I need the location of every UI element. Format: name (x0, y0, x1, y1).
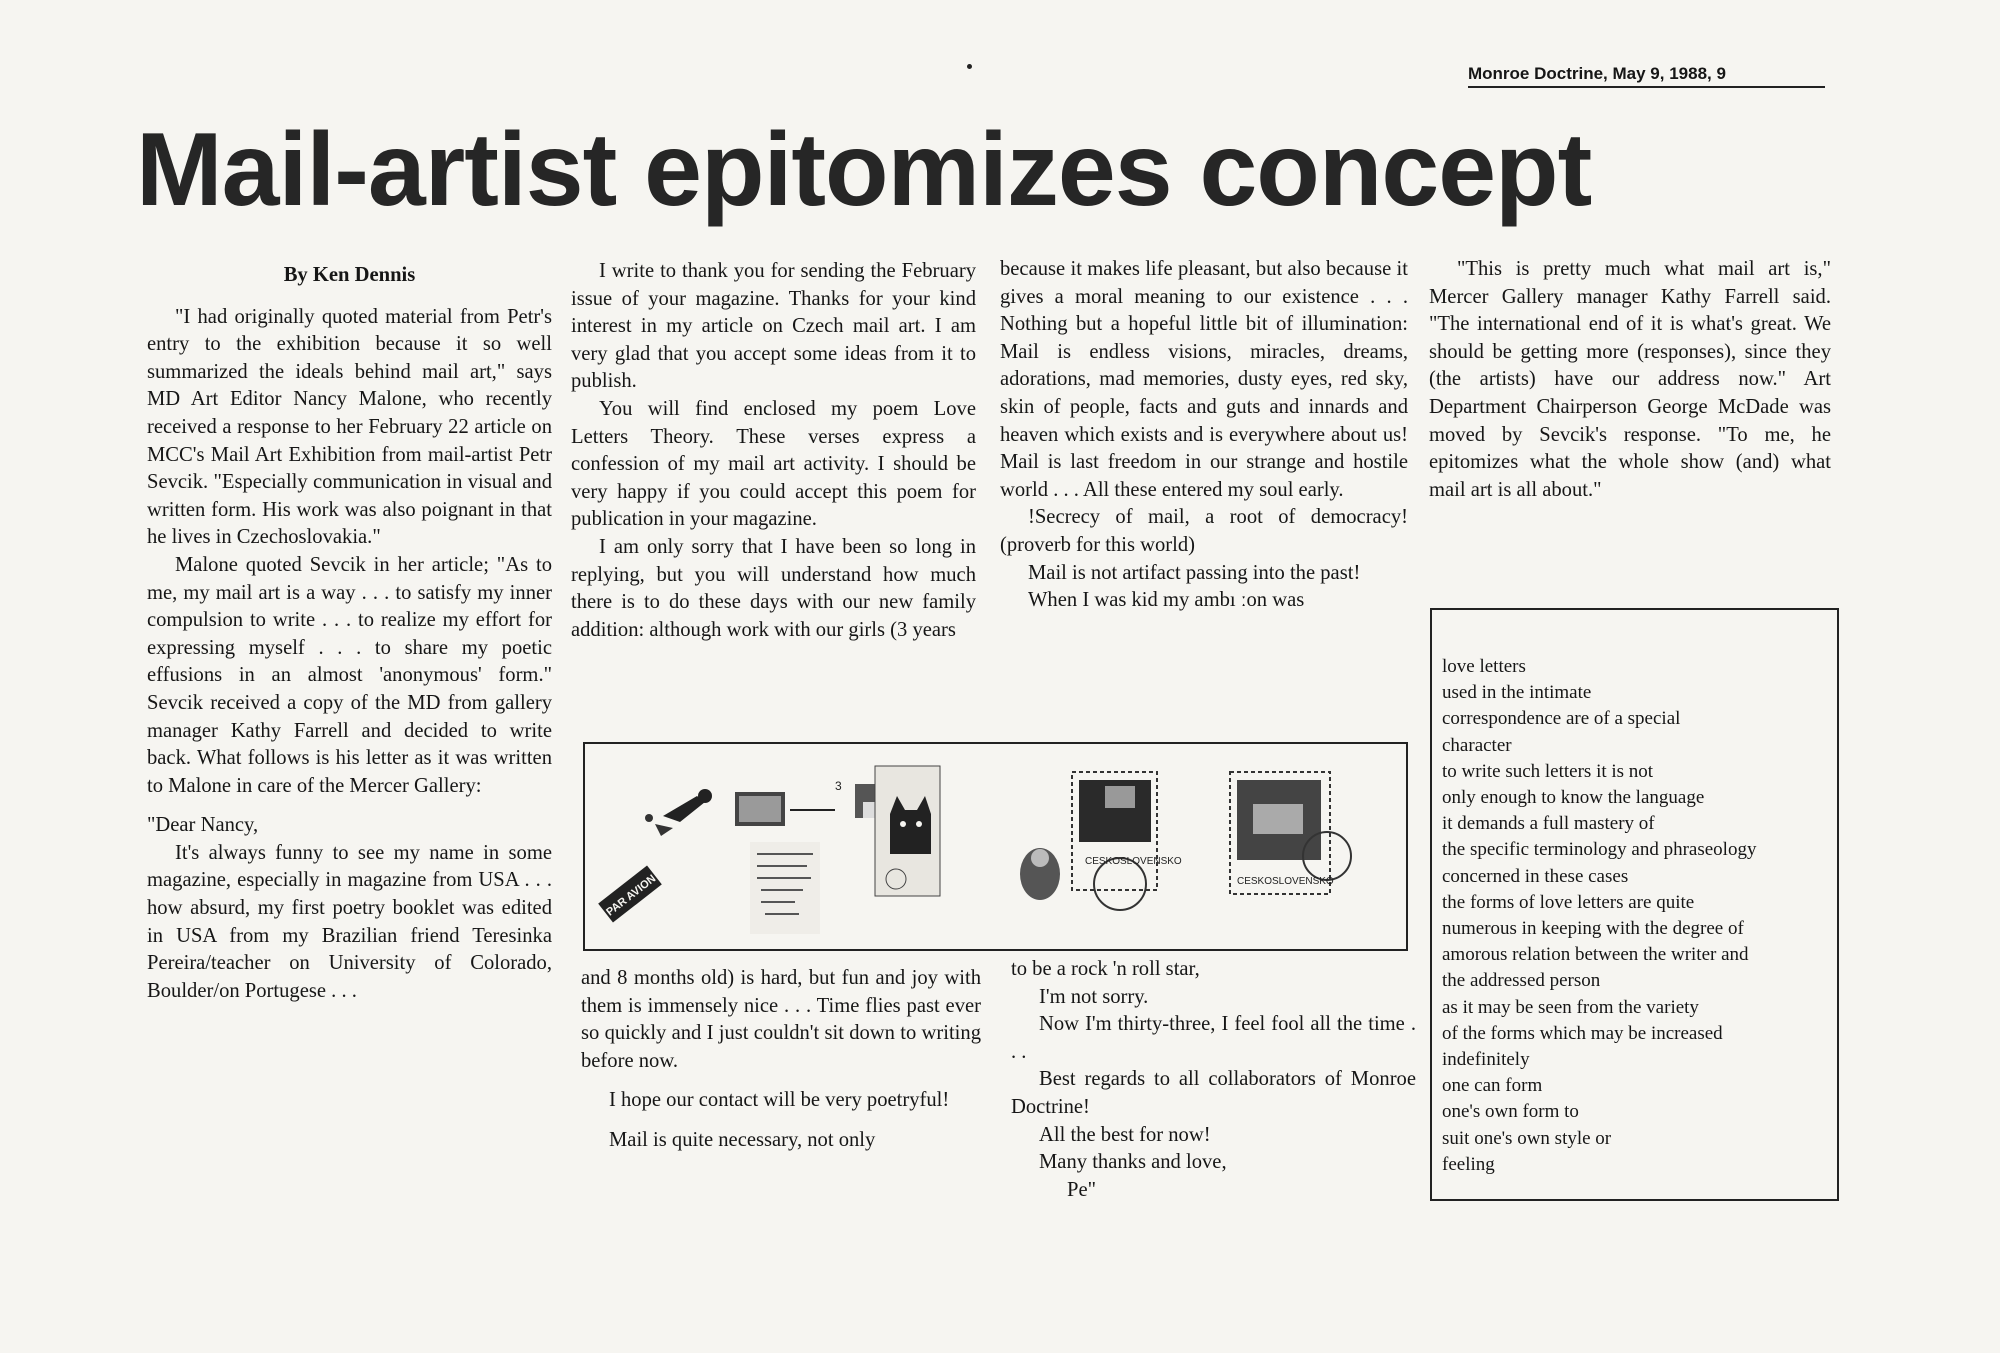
poem-line: only enough to know the language (1442, 787, 1705, 809)
poem-line: to write such letters it is not (1442, 760, 1654, 782)
paragraph: Many thanks and love, (1039, 1151, 1227, 1174)
poem-line: it demands a full mastery of (1442, 813, 1655, 835)
flying-figure-drawing (645, 789, 712, 836)
article-column-2 (571, 258, 976, 644)
par-avion-text: PAR AVION (604, 872, 659, 919)
mail-art-illustration (583, 742, 1408, 951)
article-column-1 (147, 262, 552, 1005)
poem-line: character (1442, 734, 1512, 756)
letter-salutation: "Dear Nancy, (147, 814, 259, 837)
article-column-2-continued (581, 965, 981, 1155)
byline: By Ken Dennis (283, 264, 416, 286)
paragraph: All the best for now! (1039, 1123, 1211, 1146)
paragraph: Malone quoted Sevcik in her article; "As to me, my mail art is a way . . . to satisfy my inner compulsion to write . . . to realize my effort for expressing myself . . . to share my poetic effusions in an almost 'anonymous' form." Sevcik received a copy of the MD from gallery manager Kathy Farrell and decided to write back. What follows is his letter as it was written to Malone in care of the Mercer Gallery: (147, 553, 552, 797)
poem-line: love letters (1442, 656, 1526, 677)
paragraph: I write to thank you for sending the February issue of your magazine. Thanks for your kind interest in my article on Czech mail art. I am very glad that you accept some ideas from it to publish. (571, 260, 976, 393)
paragraph: "I had originally quoted material from Petr's entry to the exhibition because it so well summarized the ideals behind mail art," says MD Art Editor Nancy Malone, who recently received a response to her February 22 article on MCC's Mail Art Exhibition from mail-artist Petr Sevcik. "Especially communication in visual and written form. His work was also poignant in that he lives in Czechoslovakia." (147, 305, 552, 549)
stamp-center (1072, 772, 1182, 910)
poem-line: the specific terminology and phraseology (1442, 839, 1757, 861)
paragraph: Best regards to all collaborators of Monroe Doctrine! (1011, 1068, 1416, 1118)
paragraph: to be a rock 'n roll star, (1011, 958, 1200, 980)
poem-line: indefinitely (1442, 1049, 1530, 1071)
publication-dateline: Monroe Doctrine, May 9, 1988, 9 (1468, 64, 1825, 88)
paragraph: When I was kid my ambı ːon was (1028, 589, 1305, 612)
poem-line: concerned in these cases (1442, 865, 1629, 887)
stamp-country-label: CESKOSLOVENSKO (1085, 856, 1182, 867)
poem-line: amorous relation between the writer and (1442, 944, 1749, 966)
stamp-denomination: 3 (835, 779, 842, 793)
poem-line: of the forms which may be increased (1442, 1022, 1723, 1044)
stamp-country-label: CESKOSLOVENSKO (1237, 876, 1334, 887)
paragraph: It's always funny to see my name in some magazine, especially in magazine from USA . . . how absurd, my first poetry booklet was edited in USA from my Brazilian friend Teresinka Pereira/teacher on University of Colorado, Boulder/on Portugese . . . (147, 841, 552, 1002)
paragraph: "This is pretty much what mail art is," Mercer Gallery manager Kathy Farrell said. "The international end of it is what's great. We should be getting more (responses), since they (the artists) have our address now." Art Department Chairperson George McDade was moved by Sevcik's response. "To me, he epitomizes what the whole show (and) what mail art is all about." (1429, 258, 1831, 501)
paragraph: !Secrecy of mail, a root of democracy! (proverb for this world) (1000, 506, 1408, 556)
paragraph: I'm not sorry. (1039, 985, 1149, 1008)
headline: Mail-artist epitomizes concept (136, 112, 1592, 228)
stamp-portrait (1020, 848, 1060, 900)
paragraph: I hope our contact will be very poetryful! (609, 1089, 950, 1112)
stamp-right (1230, 772, 1351, 894)
poem-line: the addressed person (1442, 970, 1601, 992)
poem-line: used in the intimate (1442, 682, 1592, 704)
paragraph: because it makes life pleasant, but also because it gives a moral meaning to our existence . . . Nothing but a hopeful little bit of illumination: Mail is endless visions, miracles, dreams, adorations, mad memories, dusty eyes, red sky, skin of people, facts and guts and innards and heaven which exists and is everywhere about us! Mail is last freedom in our strange and hostile world . . . All these entered my soul early. (1000, 258, 1408, 501)
article-column-4 (1429, 256, 1831, 504)
letter-signature: Pe" (1067, 1178, 1097, 1201)
poem-line: numerous in keeping with the degree of (1442, 918, 1744, 940)
article-column-3-continued (1011, 956, 1416, 1204)
text-card (750, 842, 820, 934)
print-speck (967, 64, 972, 69)
poem-line: feeling (1442, 1153, 1495, 1175)
cat-drawing (875, 766, 940, 896)
paragraph: You will find enclosed my poem Love Letters Theory. These verses express a confession of my mail art activity. I should be very happy if you could accept this poem for publication in your magazine. (571, 397, 976, 531)
poem-line: as it may be seen from the variety (1442, 996, 1699, 1018)
paragraph: Mail is not artifact passing into the past! (1028, 561, 1361, 584)
paragraph: I am only sorry that I have been so long in replying, but you will understand how much there is to do these days with our new family addition: although work with our girls (3 years (571, 535, 976, 641)
article-column-3 (1000, 256, 1408, 615)
paragraph: Now I'm thirty-three, I feel fool all the time . . . (1011, 1013, 1416, 1063)
par-avion-label (598, 865, 662, 922)
paragraph: and 8 months old) is hard, but fun and joy with them is immensely nice . . . Time flies past ever so quickly and I just couldn't sit down to writing before now. (581, 967, 981, 1072)
poem-box (1430, 608, 1839, 1201)
poem-line: one can form (1442, 1075, 1543, 1097)
poem-line: the forms of love letters are quite (1442, 891, 1695, 913)
paragraph: Mail is quite necessary, not only (609, 1128, 876, 1151)
poem-line: one's own form to (1442, 1101, 1579, 1123)
poem-line: suit one's own style or (1442, 1127, 1612, 1149)
poem-line: correspondence are of a special (1442, 708, 1681, 730)
